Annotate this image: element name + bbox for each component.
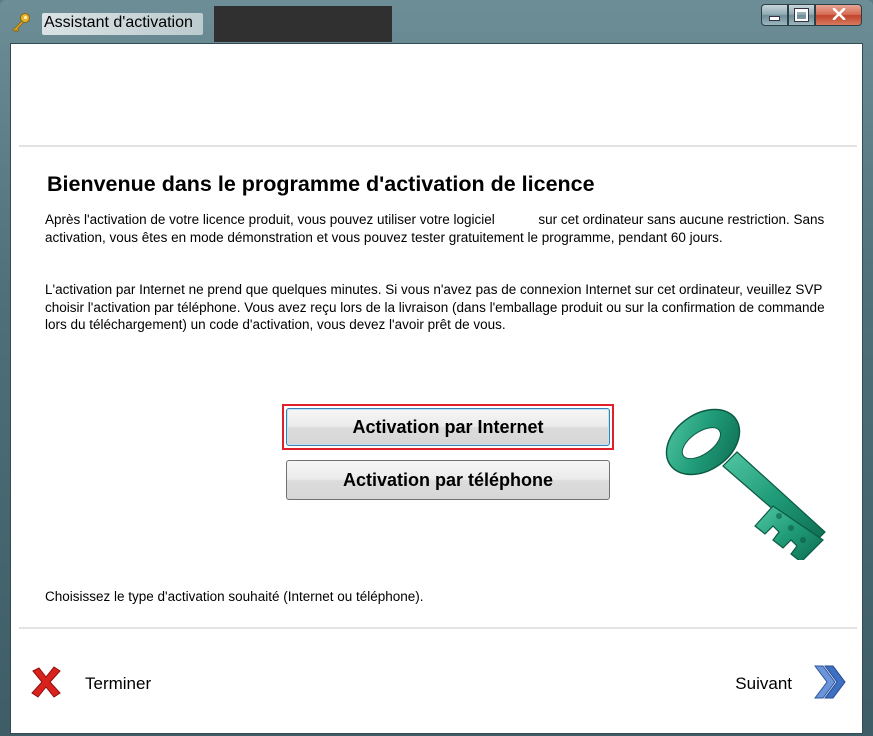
bottom-divider — [19, 627, 857, 630]
red-x-icon — [29, 665, 63, 704]
key-icon — [10, 12, 32, 34]
selection-hint: Choisissez le type d'activation souhaité (Internet ou téléphone). — [45, 589, 424, 604]
intro-text-start: Après l'activation de votre licence produit, vous pouvez utiliser votre logiciel — [45, 212, 495, 227]
double-chevron-right-icon — [812, 663, 848, 706]
close-button[interactable] — [815, 4, 862, 26]
minimize-button[interactable] — [761, 4, 788, 26]
minimize-icon — [769, 16, 780, 21]
caption-buttons — [761, 4, 862, 28]
terminer-button[interactable] — [29, 664, 151, 704]
activation-internet-button[interactable]: Activation par Internet — [286, 408, 610, 446]
intro-paragraph — [45, 211, 845, 246]
wizard-content — [10, 43, 863, 734]
intro-text-end: sur cet ordinateur sans aucune restriction. Sans activation, vous êtes en mode démonstration et vous pouvez tester gratuitement le programme, pendant 60 jours. — [45, 212, 825, 245]
top-divider — [19, 145, 857, 148]
maximize-button[interactable] — [788, 4, 815, 26]
suivant-label: Suivant — [735, 674, 792, 693]
window-title: Assistant d'activation — [42, 13, 203, 35]
terminer-label: Terminer — [85, 674, 152, 693]
suivant-button[interactable] — [735, 664, 848, 704]
title-bar[interactable] — [0, 0, 873, 44]
green-key-icon — [651, 380, 841, 560]
title-bar-redaction — [214, 6, 392, 42]
instructions-paragraph: L'activation par Internet ne prend que quelques minutes. Si vous n'avez pas de connexion Internet sur cet ordinateur, veuillez SVP choisir l'activation par téléphone. Vous avez reçu lors de la livraison (dans l'emballage produit ou sur la confirmation de commande lors du téléchargement) un code d'activation, vous devez l'avoir prêt de vous. — [45, 282, 825, 332]
close-icon — [832, 7, 846, 23]
maximize-icon — [795, 9, 808, 21]
page-title: Bienvenue dans le programme d'activation de licence — [47, 172, 595, 196]
activation-phone-button[interactable]: Activation par téléphone — [286, 460, 610, 500]
